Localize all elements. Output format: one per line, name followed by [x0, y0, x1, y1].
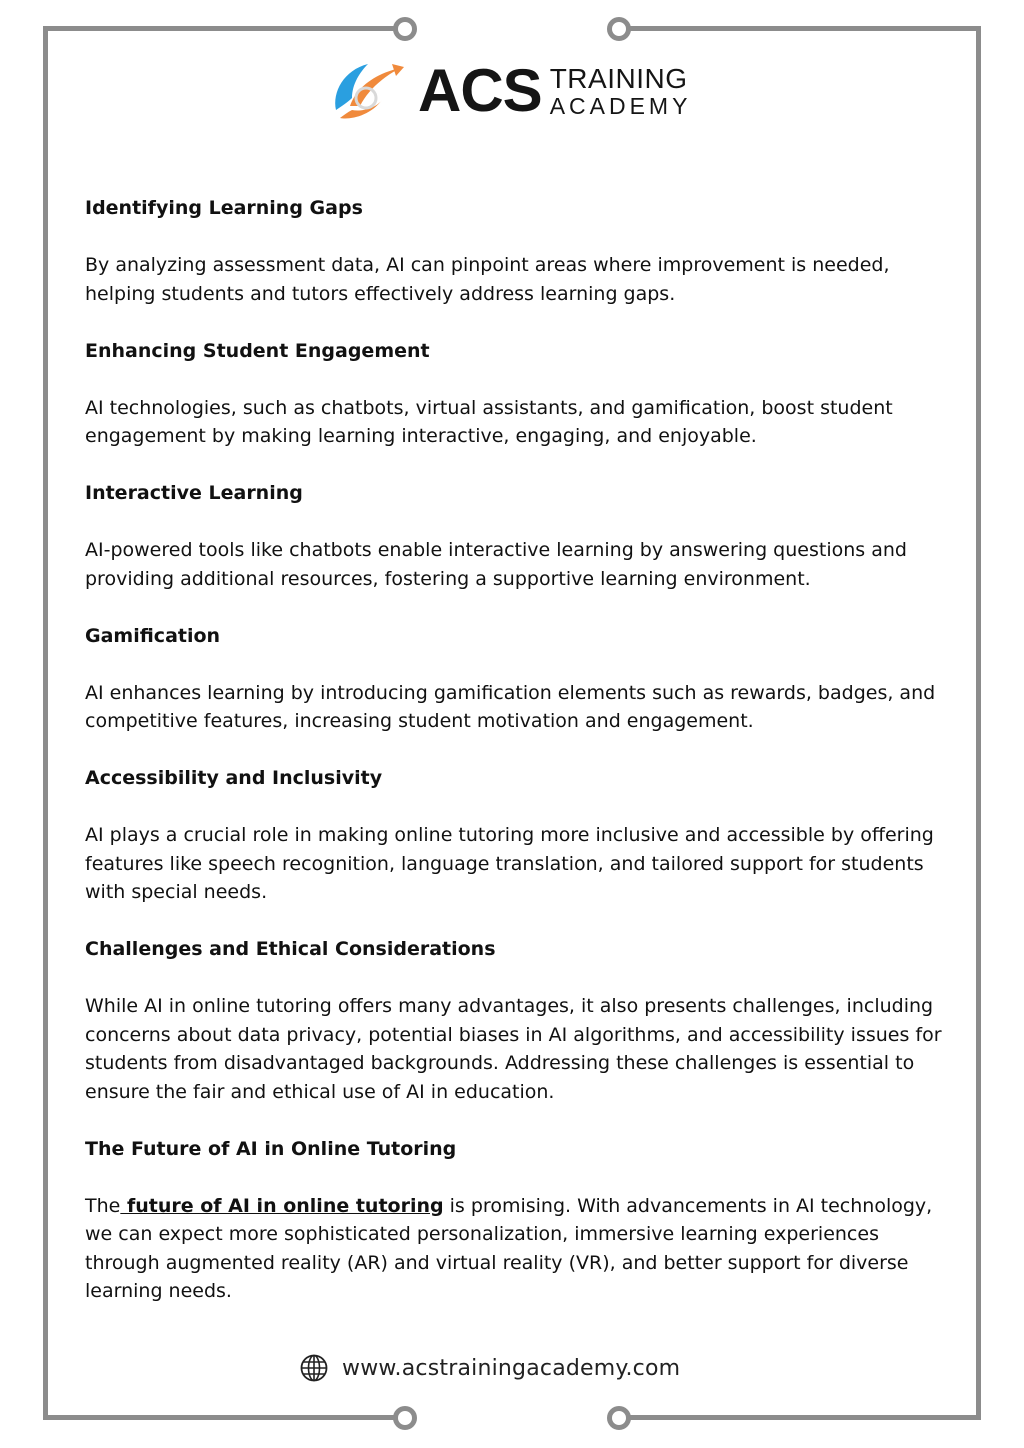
globe-icon	[300, 1354, 328, 1382]
future-heading: The Future of AI in Online Tutoring	[85, 1137, 457, 1160]
section-heading: Enhancing Student Engagement	[85, 339, 430, 362]
section-heading: Interactive Learning	[85, 482, 303, 504]
website-url[interactable]: www.acstrainingacademy.com	[342, 1355, 681, 1381]
section-heading: Challenges and Ethical Considerations	[85, 938, 496, 960]
future-body-start: The	[85, 1194, 121, 1217]
future-body-rest: is promising. With advancements in AI technology, we can expect more sophisticated personalization, immersive learning experiences through augmented reality (AR) and virtual reality (VR), and better support for diverse learning needs.	[85, 1194, 933, 1302]
rocket-swoosh-icon	[330, 58, 406, 124]
footer	[300, 1354, 680, 1382]
frame-top-right	[626, 26, 981, 31]
section-heading: Identifying Learning Gaps	[85, 197, 363, 219]
frame-ring-bottom-left	[393, 1406, 417, 1430]
brand-name: ACS	[418, 57, 542, 124]
frame-right	[976, 26, 981, 1420]
frame-ring-top-right	[607, 17, 631, 41]
section-body: AI technologies, such as chatbots, virtual assistants, and gamification, boost student engagement by making learning interactive, engaging, and enjoyable.	[85, 396, 893, 447]
section-body: By analyzing assessment data, AI can pinpoint areas where improvement is needed, helping students and tutors effectively address learning gaps.	[85, 254, 890, 305]
section-heading: Gamification	[85, 624, 221, 647]
brand-logo	[330, 58, 691, 124]
section-body: AI plays a crucial role in making online tutoring more inclusive and accessible by offering features like speech recognition, language translation, and tailored support for students with special needs.	[85, 824, 934, 903]
section-body: AI-powered tools like chatbots enable interactive learning by answering questions and providing additional resources, fostering a supportive learning environment.	[85, 539, 907, 590]
brand-line-training: TRAINING	[549, 62, 688, 94]
future-of-ai-link[interactable]: future of AI in online tutoring	[120, 1194, 444, 1217]
future-body	[85, 1192, 945, 1306]
brand-line-academy: ACADEMY	[549, 92, 692, 119]
section-heading: Accessibility and Inclusivity	[85, 767, 383, 789]
frame-bottom-right	[626, 1415, 981, 1420]
brand-subtitle	[549, 62, 692, 119]
section-body: AI enhances learning by introducing gamification elements such as rewards, badges, and competitive features, increasing student motivation and engagement.	[85, 681, 936, 732]
frame-top-left	[43, 26, 398, 31]
frame-bottom-left	[43, 1415, 398, 1420]
frame-left	[43, 26, 48, 1420]
frame-ring-bottom-right	[607, 1406, 631, 1430]
article-content	[85, 194, 945, 1334]
section-body: While AI in online tutoring offers many advantages, it also presents challenges, including concerns about data privacy, potential biases in AI algorithms, and accessibility issues for students from disadvantaged backgrounds. Addressing these challenges is essential to ensure the fair and ethical use of AI in education.	[85, 995, 942, 1103]
frame-ring-top-left	[393, 17, 417, 41]
